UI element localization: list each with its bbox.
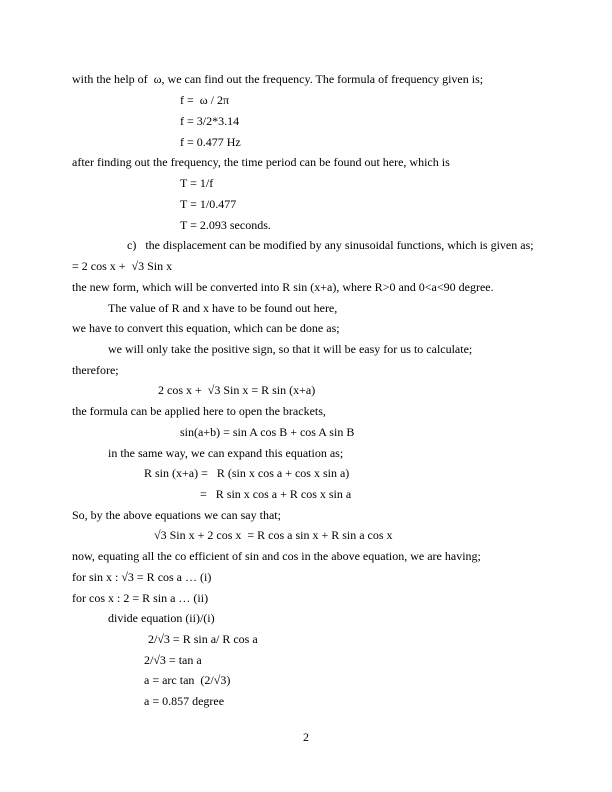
equation-line: 2/√3 = tan a (144, 653, 202, 667)
equation-line: 2 cos x + √3 Sin x = R sin (x+a) (158, 383, 316, 397)
list-item: c) the displacement can be modified by any sinusoidal functions, which is given as; (127, 238, 534, 252)
text-line: So, by the above equations we can say that; (72, 508, 281, 522)
equation-line: T = 1/f (180, 176, 214, 190)
text-line: divide equation (ii)/(i) (108, 611, 215, 625)
equation-line: 2/√3 = R sin a/ R cos a (148, 632, 258, 646)
text-line: The value of R and x have to be found out here, (108, 301, 338, 315)
equation-line: = 2 cos x + √3 Sin x (72, 259, 173, 273)
page-number: 2 (303, 730, 309, 744)
text-line: in the same way, we can expand this equation as; (108, 446, 344, 460)
text-line: we have to convert this equation, which can be done as; (72, 321, 340, 335)
equation-line: for sin x : √3 = R cos a … (i) (72, 570, 212, 584)
equation-line: R sin (x+a) = R (sin x cos a + cos x sin a) (144, 466, 350, 480)
text-line: the new form, which will be converted into R sin (x+a), where R>0 and 0<a<90 degree. (72, 280, 494, 294)
text-line: we will only take the positive sign, so that it will be easy for us to calculate; (108, 342, 473, 356)
equation-line: f = ω / 2π (180, 93, 230, 107)
equation-line: f = 0.477 Hz (180, 135, 241, 149)
equation-line: T = 2.093 seconds. (180, 218, 271, 232)
equation-line: √3 Sin x + 2 cos x = R cos a sin x + R sin a cos x (154, 528, 393, 542)
text-line: the formula can be applied here to open the brackets, (72, 404, 326, 418)
equation-line: f = 3/2*3.14 (180, 114, 240, 128)
equation-line: = R sin x cos a + R cos x sin a (200, 487, 352, 501)
equation-line: T = 1/0.477 (180, 197, 237, 211)
equation-line: sin(a+b) = sin A cos B + cos A sin B (180, 425, 355, 439)
text-line: after finding out the frequency, the time period can be found out here, which is (72, 155, 450, 169)
text-line: therefore; (72, 363, 119, 377)
text-line: now, equating all the co efficient of sin and cos in the above equation, we are having; (72, 549, 481, 563)
equation-line: a = arc tan (2/√3) (144, 673, 231, 687)
equation-line: for cos x : 2 = R sin a … (ii) (72, 591, 209, 605)
text-line: with the help of ω, we can find out the frequency. The formula of frequency given is; (72, 72, 484, 86)
equation-line: a = 0.857 degree (144, 694, 225, 708)
